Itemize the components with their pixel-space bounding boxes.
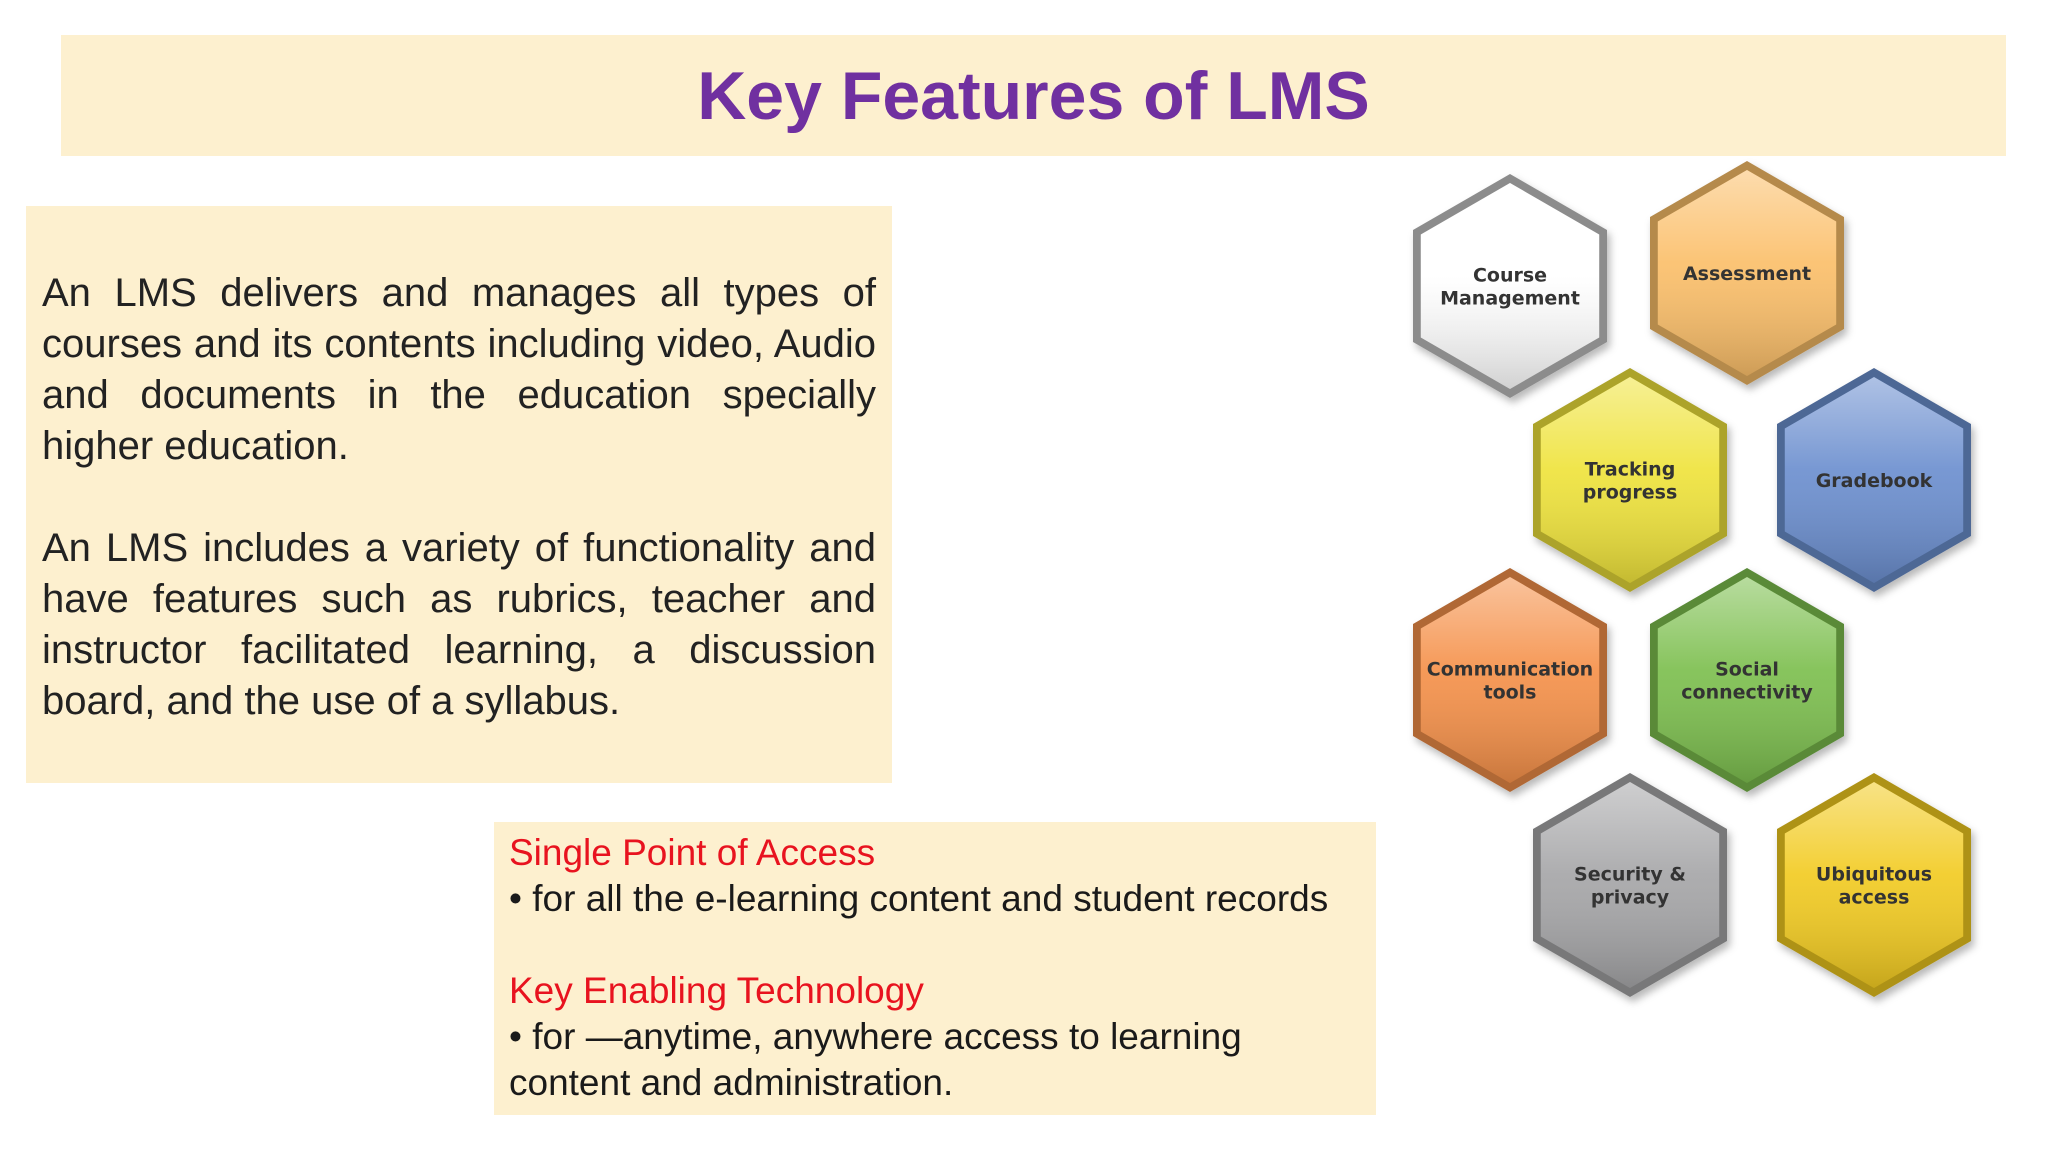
hexagon-social-connectivity — [1650, 568, 1844, 792]
hexagon-layer — [1413, 161, 1971, 997]
enabling-technology-bullet: • for —anytime, anywhere access to learning content and administration. — [509, 1016, 1242, 1103]
spacer — [509, 922, 1362, 968]
ubiquitous-access-label-1: Ubiquitous — [1815, 863, 1933, 886]
communication-tools-label-2: tools — [1483, 681, 1537, 704]
security-privacy-label-2: privacy — [1590, 886, 1670, 909]
social-connectivity-label-2: connectivity — [1681, 681, 1813, 704]
hexagon-course-management — [1413, 174, 1607, 398]
hexagon-gradebook — [1777, 368, 1971, 592]
hexagon-tracking-progress — [1533, 368, 1727, 592]
communication-tools-label-1: Communication — [1426, 658, 1594, 681]
page-title: Key Features of LMS — [697, 57, 1370, 134]
hexagon-communication-tools — [1413, 568, 1607, 792]
hexagon-assessment — [1650, 161, 1844, 385]
assessment-label-1: Assessment — [1682, 263, 1812, 285]
title-bar — [61, 35, 2006, 156]
gradebook-label-1: Gradebook — [1815, 470, 1933, 492]
course-management-label-2: Management — [1440, 287, 1580, 310]
features-hexagon-diagram — [1390, 150, 2020, 1030]
description-panel — [26, 206, 892, 783]
single-point-bullet: • for all the e-learning content and student records — [509, 878, 1329, 919]
tracking-progress-label-1: Tracking — [1584, 458, 1676, 481]
tracking-progress-label-2: progress — [1582, 481, 1678, 504]
enabling-technology-heading: Key Enabling Technology — [509, 970, 924, 1011]
social-connectivity-label-1: Social — [1715, 658, 1779, 681]
hexagon-ubiquitous-access — [1777, 773, 1971, 997]
security-privacy-label-1: Security & — [1574, 863, 1686, 886]
hexagon-security-privacy — [1533, 773, 1727, 997]
course-management-label-1: Course — [1472, 264, 1548, 287]
description-paragraph-1: An LMS delivers and manages all types of courses and its contents including video, Audio and documents in the education specially higher education. — [42, 271, 876, 468]
access-panel — [494, 822, 1376, 1115]
ubiquitous-access-label-2: access — [1838, 886, 1910, 909]
description-paragraph-2: An LMS includes a variety of functionality and have features such as rubrics, teacher and instructor facilitated learning, a discussion board, and the use of a syllabus. — [42, 526, 876, 723]
single-point-heading: Single Point of Access — [509, 832, 876, 873]
